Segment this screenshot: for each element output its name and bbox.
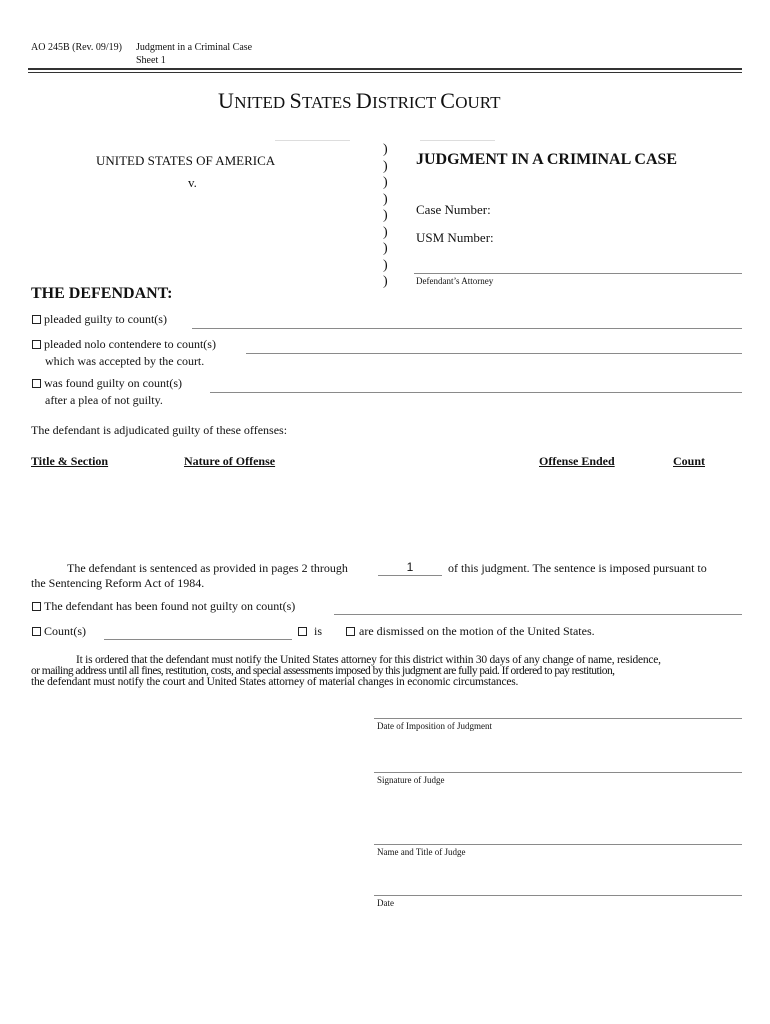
are-checkbox[interactable] xyxy=(346,627,355,636)
name-title-judge-line[interactable] xyxy=(374,844,742,845)
col-title-section: Title & Section xyxy=(31,454,109,468)
attorney-label: Defendant’s Attorney xyxy=(416,276,494,286)
pages-through-field xyxy=(378,575,442,576)
usm-number-label: USM Number: xyxy=(416,230,494,245)
is-label: is xyxy=(314,624,323,638)
header-rule xyxy=(28,68,742,70)
counts-label: Count(s) xyxy=(44,624,86,638)
defendant-heading: THE DEFENDANT: xyxy=(31,285,173,302)
caption-parentheses: ) ) ) ) ) ) ) ) ) xyxy=(383,142,388,289)
date-imposition-line[interactable] xyxy=(374,718,742,719)
counts-field[interactable] xyxy=(104,639,292,640)
signature-judge-label: Signature of Judge xyxy=(377,775,445,785)
judgment-title: JUDGMENT IN A CRIMINAL CASE xyxy=(416,151,678,168)
found-guilty-label-2: after a plea of not guilty. xyxy=(45,393,163,407)
pleaded-guilty-checkbox[interactable] xyxy=(32,315,41,324)
versus-label: v. xyxy=(188,175,197,190)
offenses-intro: The defendant is adjudicated guilty of these offenses: xyxy=(31,423,288,437)
court-title: UNITED STATES DISTRICT COURT xyxy=(218,88,501,113)
signature-judge-line[interactable] xyxy=(374,772,742,773)
found-guilty-field[interactable] xyxy=(210,392,742,393)
nolo-field[interactable] xyxy=(246,353,742,354)
pages-through-value[interactable]: 1 xyxy=(406,560,414,574)
sentence-text-2: of this judgment. The sentence is imposed pursuant to xyxy=(448,561,707,575)
pleaded-guilty-field[interactable] xyxy=(192,328,742,329)
district-line-left xyxy=(275,140,350,141)
found-guilty-checkbox[interactable] xyxy=(32,379,41,388)
are-dismissed-label: are dismissed on the motion of the United States. xyxy=(359,624,595,638)
order-line-2: or mailing address until all fines, restitution, costs, and special assessments imposed by this judgment are fully paid. If ordered to pay restitution, xyxy=(31,665,615,677)
sentence-text-3: the Sentencing Reform Act of 1984. xyxy=(31,576,205,590)
order-line-1: It is ordered that the defendant must notify the United States attorney for this district within 30 days of any change of name, residence, xyxy=(76,654,661,666)
name-title-judge-label: Name and Title of Judge xyxy=(377,847,466,857)
is-checkbox[interactable] xyxy=(298,627,307,636)
not-guilty-checkbox[interactable] xyxy=(32,602,41,611)
col-count: Count xyxy=(673,454,706,468)
not-guilty-label: The defendant has been found not guilty on count(s) xyxy=(44,599,296,613)
form-title: Judgment in a Criminal Case xyxy=(136,42,253,53)
sentence-text-1: The defendant is sentenced as provided in pages 2 through xyxy=(67,561,348,575)
date-label: Date xyxy=(377,898,394,908)
col-nature-of-offense: Nature of Offense xyxy=(184,454,276,468)
order-line-3: the defendant must notify the court and United States attorney of material changes in economic circumstances. xyxy=(31,676,519,688)
case-number-label: Case Number: xyxy=(416,202,491,217)
col-offense-ended: Offense Ended xyxy=(539,454,615,468)
pleaded-guilty-label: pleaded guilty to count(s) xyxy=(44,312,167,326)
district-line-right xyxy=(420,140,495,141)
attorney-line[interactable] xyxy=(414,273,742,274)
plaintiff-name: UNITED STATES OF AMERICA xyxy=(96,153,276,168)
found-guilty-label-1: was found guilty on count(s) xyxy=(44,376,182,390)
form-id: AO 245B (Rev. 09/19) xyxy=(31,42,123,53)
nolo-label-1: pleaded nolo contendere to count(s) xyxy=(44,337,216,351)
counts-checkbox[interactable] xyxy=(32,627,41,636)
nolo-checkbox[interactable] xyxy=(32,340,41,349)
not-guilty-field[interactable] xyxy=(334,614,742,615)
sheet-label: Sheet 1 xyxy=(136,55,166,66)
date-imposition-label: Date of Imposition of Judgment xyxy=(377,721,492,731)
date-line[interactable] xyxy=(374,895,742,896)
nolo-label-2: which was accepted by the court. xyxy=(45,354,205,368)
header-rule-thin xyxy=(28,72,742,73)
